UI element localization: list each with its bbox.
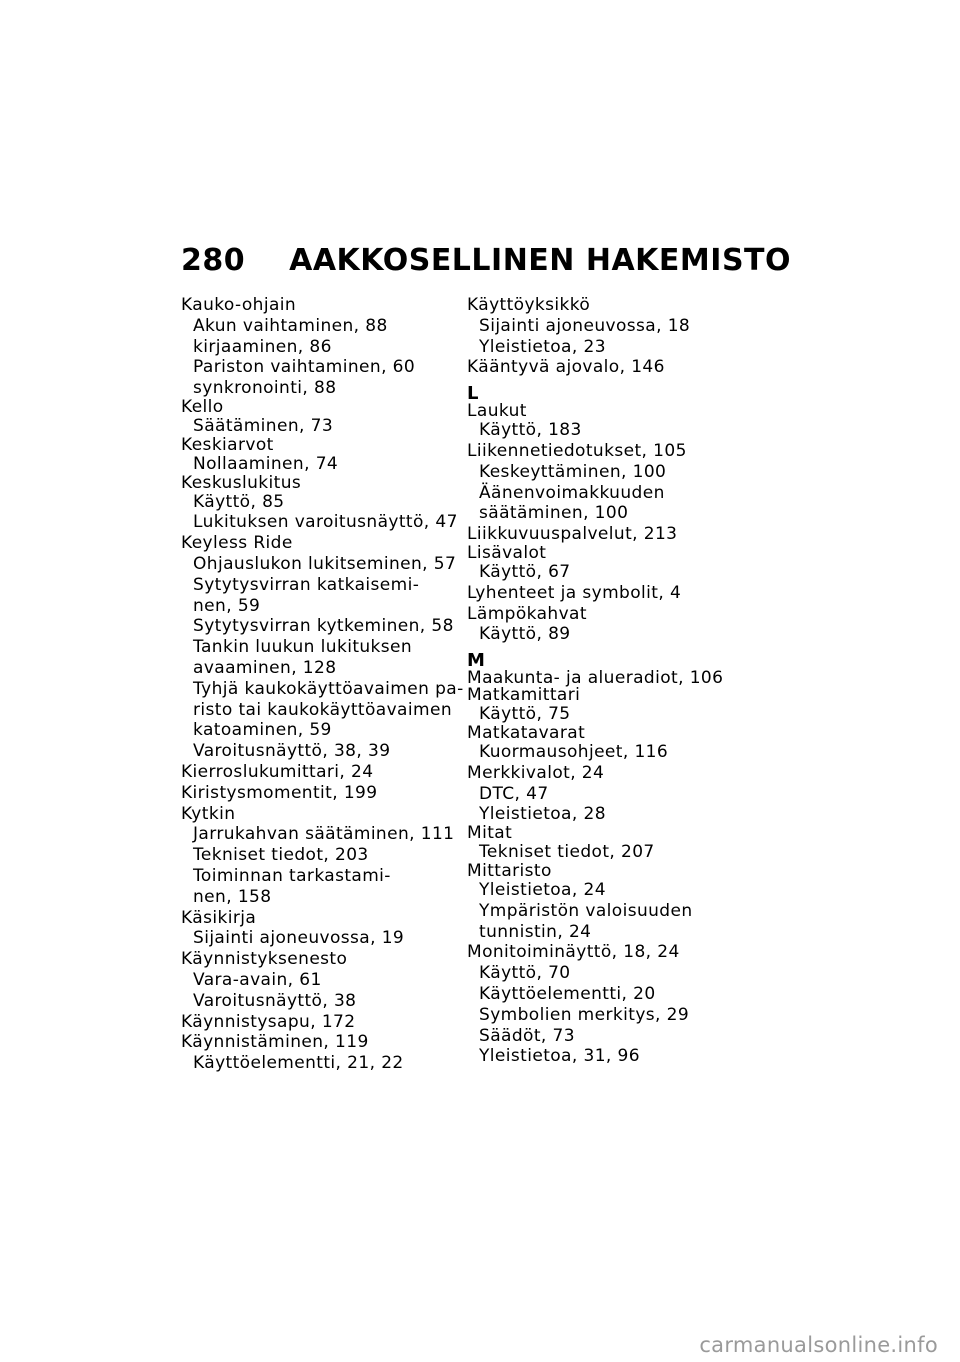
index-subentry: Yleistietoa, 23 [479, 336, 606, 357]
index-subentry: Varoitusnäyttö, 38, 39 [193, 741, 391, 762]
index-subentry: Käyttö, 183 [479, 420, 582, 441]
index-entry: Keyless Ride [181, 533, 293, 554]
index-subentry: Käyttö, 75 [479, 704, 571, 725]
index-entry: Liikennetiedotukset, 105 [467, 440, 687, 461]
index-subentry: risto tai kaukokäyttöavaimen [193, 699, 452, 720]
index-entry: Matkatavarat [467, 722, 586, 743]
index-subentry: Ohjauslukon lukitseminen, 57 [193, 553, 457, 574]
index-subentry: Toiminnan tarkastami- [193, 865, 391, 886]
index-column-right [467, 295, 747, 1067]
index-subentry: Käyttö, 85 [193, 491, 285, 512]
index-entry: Lisävalot [467, 542, 547, 563]
index-subentry: Tekniset tiedot, 207 [479, 842, 655, 863]
index-subentry: katoaminen, 59 [193, 720, 332, 741]
index-subentry: DTC, 47 [479, 783, 549, 804]
index-entry: Merkkivalot, 24 [467, 762, 605, 783]
index-entry: Kauko-ohjain [181, 295, 297, 315]
index-entry: Liikkuvuuspalvelut, 213 [467, 524, 678, 545]
index-subentry: Tankin luukun lukituksen [193, 637, 413, 658]
index-subentry: synkronointi, 88 [193, 378, 337, 399]
index-entry: Lyhenteet ja symbolit, 4 [467, 582, 682, 603]
index-entry: Kiristysmomentit, 199 [181, 782, 378, 803]
index-column-left [181, 295, 464, 1074]
index-subentry: Käyttöelementti, 21, 22 [193, 1053, 404, 1074]
index-subentry: Käyttöelementti, 20 [479, 983, 656, 1004]
index-subentry: Pariston vaihtaminen, 60 [193, 357, 416, 378]
index-entry: Keskuslukitus [181, 472, 302, 493]
index-subentry: Sytytysvirran katkaisemi- [193, 574, 420, 595]
index-subentry: nen, 158 [193, 886, 272, 907]
index-entry: Mittaristo [467, 860, 552, 881]
index-subentry: kirjaaminen, 86 [193, 336, 332, 357]
index-entry: Matkamittari [467, 685, 581, 706]
index-subentry: Sijainti ajoneuvossa, 19 [193, 928, 405, 949]
index-subentry: tunnistin, 24 [479, 921, 592, 942]
index-entry: Maakunta- ja alueradiot, 106 [467, 668, 724, 689]
index-entry: Käynnistäminen, 119 [181, 1032, 369, 1053]
index-subentry: Ympäristön valoisuuden [479, 900, 693, 921]
index-subentry: Yleistietoa, 28 [479, 804, 606, 825]
index-entry: Kääntyvä ajovalo, 146 [467, 357, 665, 378]
index-entry: Käyttöyksikkö [467, 295, 591, 315]
index-entry: Käynnistyksenesto [181, 949, 348, 970]
index-entry: Käynnistysapu, 172 [181, 1011, 356, 1032]
index-section-letter: L [467, 383, 479, 405]
index-subentry: Tekniset tiedot, 203 [193, 845, 369, 866]
index-entry: Laukut [467, 401, 527, 422]
index-entry: Mitat [467, 823, 513, 844]
index-subentry: Yleistietoa, 24 [479, 879, 606, 900]
page-number: 280 [181, 242, 246, 278]
index-subentry: Akun vaihtaminen, 88 [193, 315, 388, 336]
index-subentry: Jarrukahvan säätäminen, 111 [193, 824, 455, 845]
index-subentry: avaaminen, 128 [193, 657, 337, 678]
index-subentry: nen, 59 [193, 595, 261, 616]
index-subentry: Vara-avain, 61 [193, 969, 322, 990]
index-subentry: Keskeyttäminen, 100 [479, 461, 667, 482]
index-subentry: Yleistietoa, 31, 96 [479, 1046, 640, 1067]
index-entry: Kytkin [181, 803, 236, 824]
index-subentry: Äänenvoimakkuuden [479, 482, 665, 503]
index-entry: Kierroslukumittari, 24 [181, 761, 374, 782]
index-subentry: Säädöt, 73 [479, 1025, 575, 1046]
index-subentry: Tyhjä kaukokäyttöavaimen pa- [193, 678, 464, 699]
footer-watermark: carmanualsonline.info [699, 1333, 938, 1357]
page-title: AAKKOSELLINEN HAKEMISTO [289, 242, 792, 278]
index-section-letter: M [467, 650, 486, 672]
index-entry: Kello [181, 396, 224, 417]
index-subentry: Käyttö, 67 [479, 561, 571, 582]
index-subentry: Käyttö, 89 [479, 624, 571, 645]
index-subentry: Symbolien merkitys, 29 [479, 1004, 690, 1025]
index-subentry: Lukituksen varoitusnäyttö, 47 [193, 512, 458, 533]
index-subentry: Säätäminen, 73 [193, 415, 334, 436]
index-subentry: säätäminen, 100 [479, 503, 629, 524]
index-entry: Monitoiminäyttö, 18, 24 [467, 942, 680, 963]
index-subentry: Nollaaminen, 74 [193, 453, 339, 474]
page-header [181, 240, 791, 280]
index-subentry: Kuormausohjeet, 116 [479, 741, 669, 762]
index-entry: Lämpökahvat [467, 603, 587, 624]
index-subentry: Sytytysvirran kytkeminen, 58 [193, 616, 454, 637]
index-entry: Keskiarvot [181, 434, 274, 455]
index-entry: Käsikirja [181, 907, 257, 928]
index-subentry: Käyttö, 70 [479, 963, 571, 984]
index-subentry: Sijainti ajoneuvossa, 18 [479, 315, 691, 336]
index-subentry: Varoitusnäyttö, 38 [193, 990, 357, 1011]
